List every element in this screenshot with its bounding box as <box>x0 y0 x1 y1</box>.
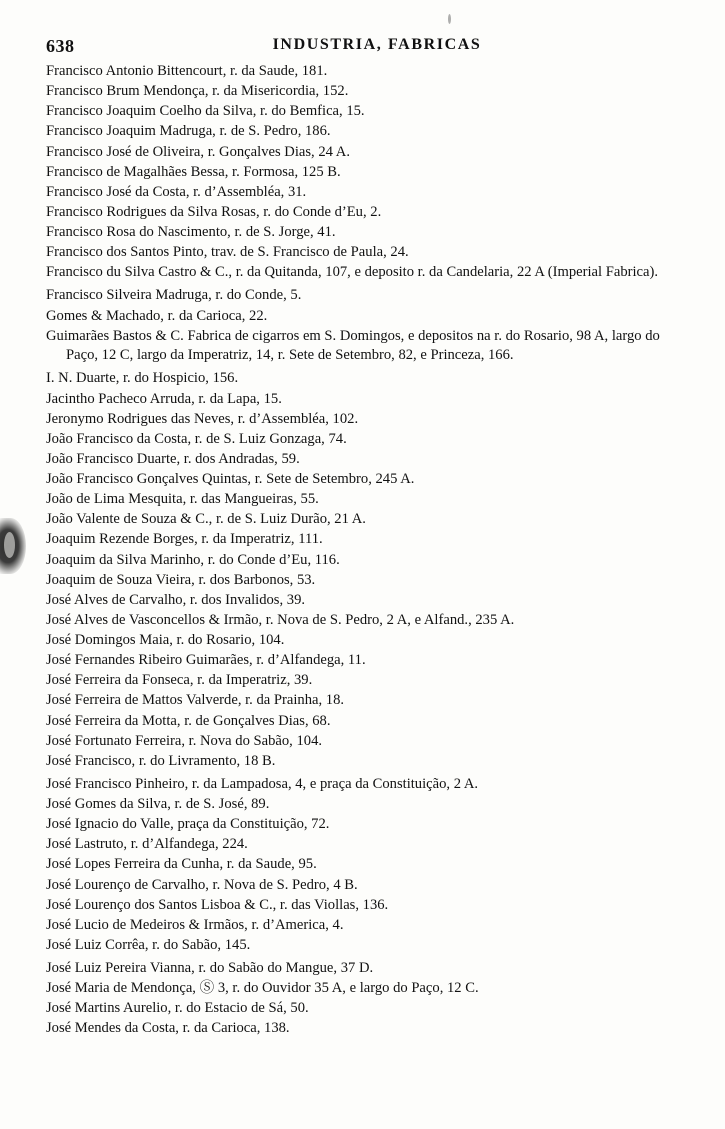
directory-entry: José Luiz Pereira Vianna, r. do Sabão do Mangue, 37 D. <box>46 960 374 976</box>
directory-entry: Francisco José da Costa, r. d’Assembléa, 31. <box>46 183 307 200</box>
directory-entry: José Ferreira de Mattos Valverde, r. da Prainha, 18. <box>46 692 345 709</box>
directory-entry: João Francisco Gonçalves Quintas, r. Sete de Setembro, 245 A. <box>46 471 415 487</box>
directory-entry: Francisco Rosa do Nascimento, r. de S. Jorge, 41. <box>46 224 336 240</box>
directory-entry: Francisco Joaquim Coelho da Silva, r. do Bemfica, 15. <box>46 103 365 120</box>
directory-entry: José Ignacio do Valle, praça da Constituição, 72. <box>46 816 330 833</box>
directory-entry: I. N. Duarte, r. do Hospicio, 156. <box>46 370 239 387</box>
directory-entry: José Lastruto, r. d’Alfandega, 224. <box>46 836 248 853</box>
directory-entry: Gomes & Machado, r. da Carioca, 22. <box>46 307 268 324</box>
directory-entry: José Luiz Corrêa, r. do Sabão, 145. <box>46 936 251 953</box>
directory-entry: José Lourenço de Carvalho, r. Nova de S. Pedro, 4 B. <box>46 876 358 893</box>
directory-entry: João de Lima Mesquita, r. das Mangueiras, 55. <box>46 491 319 508</box>
directory-entry: José Francisco, r. do Livramento, 18 B. <box>46 752 276 769</box>
directory-entry: José Ferreira da Motta, r. de Gonçalves Dias, 68. <box>46 712 331 729</box>
directory-entry: Guimarães Bastos & C. Fabrica de cigarros em S. Domingos, e depositos na r. do Rosario, 98 A, largo do Paço, 12 C, largo da Imperatriz, 14, r. Sete de Setembro, 82, e Princeza, 166. <box>46 327 660 364</box>
directory-entry: Francisco Joaquim Madruga, r. de S. Pedro, 186. <box>46 123 331 140</box>
directory-entry: Francisco Brum Mendonça, r. da Misericordia, 152. <box>46 83 349 100</box>
running-head: INDUSTRIA, FABRICAS <box>272 36 482 53</box>
directory-entry: Jacintho Pacheco Arruda, r. da Lapa, 15. <box>46 390 282 407</box>
directory-entry: João Valente de Souza & C., r. de S. Luiz Durão, 21 A. <box>46 511 366 528</box>
directory-entry: José Maria de Mendonça, Ⓢ 3, r. do Ouvidor 35 A, e largo do Paço, 12 C. <box>46 980 479 997</box>
directory-entry: Francisco Silveira Madruga, r. do Conde, 5. <box>46 287 302 304</box>
directory-entry: João Francisco Duarte, r. dos Andradas, 59. <box>46 450 300 467</box>
directory-entry: José Fernandes Ribeiro Guimarães, r. d’Alfandega, 11. <box>46 652 366 669</box>
directory-entry: Francisco de Magalhães Bessa, r. Formosa, 125 B. <box>46 163 341 180</box>
directory-entry: João Francisco da Costa, r. de S. Luiz Gonzaga, 74. <box>46 430 347 447</box>
directory-entry: Francisco Antonio Bittencourt, r. da Saude, 181. <box>46 63 328 79</box>
directory-entry: José Francisco Pinheiro, r. da Lampadosa, 4, e praça da Constituição, 2 A. <box>46 775 479 792</box>
directory-entry: José Fortunato Ferreira, r. Nova do Sabão, 104. <box>46 732 323 749</box>
directory-entry-list <box>46 62 686 1039</box>
directory-entry: Francisco José de Oliveira, r. Gonçalves Dias, 24 A. <box>46 143 350 160</box>
directory-entry: Joaquim de Souza Vieira, r. dos Barbonos, 53. <box>46 571 316 588</box>
directory-entry: José Gomes da Silva, r. de S. José, 89. <box>46 796 270 812</box>
directory-entry: José Alves de Carvalho, r. dos Invalidos, 39. <box>46 591 306 608</box>
directory-entry: Francisco du Silva Castro & C., r. da Quitanda, 107, e deposito r. da Candelaria, 22 A (Imperial Fabrica). <box>46 264 658 281</box>
directory-entry: José Ferreira da Fonseca, r. da Imperatriz, 39. <box>46 672 313 689</box>
directory-entry: José Lourenço dos Santos Lisboa & C., r. das Viollas, 136. <box>46 896 389 913</box>
page-speck <box>448 14 451 24</box>
directory-entry: Jeronymo Rodrigues das Neves, r. d’Assembléa, 102. <box>46 410 359 427</box>
directory-entry: Joaquim Rezende Borges, r. da Imperatriz, 111. <box>46 531 323 548</box>
page-content <box>46 30 686 1040</box>
directory-entry: Francisco dos Santos Pinto, trav. de S. Francisco de Paula, 24. <box>46 244 409 261</box>
directory-entry: José Domingos Maia, r. do Rosario, 104. <box>46 632 285 648</box>
directory-entry: Francisco Rodrigues da Silva Rosas, r. do Conde d’Eu, 2. <box>46 203 382 220</box>
directory-entry: Joaquim da Silva Marinho, r. do Conde d’Eu, 116. <box>46 551 340 568</box>
page-edge-smudge <box>0 518 26 574</box>
directory-entry: José Lucio de Medeiros & Irmãos, r. d’America, 4. <box>46 916 344 933</box>
directory-entry: José Alves de Vasconcellos & Irmão, r. Nova de S. Pedro, 2 A, e Alfand., 235 A. <box>46 611 515 628</box>
directory-entry: José Mendes da Costa, r. da Carioca, 138. <box>46 1020 290 1037</box>
directory-entry: José Lopes Ferreira da Cunha, r. da Saude, 95. <box>46 856 317 873</box>
page-header <box>46 30 686 56</box>
folio-number: 638 <box>46 36 75 56</box>
directory-entry: José Martins Aurelio, r. do Estacio de Sá, 50. <box>46 1000 309 1017</box>
